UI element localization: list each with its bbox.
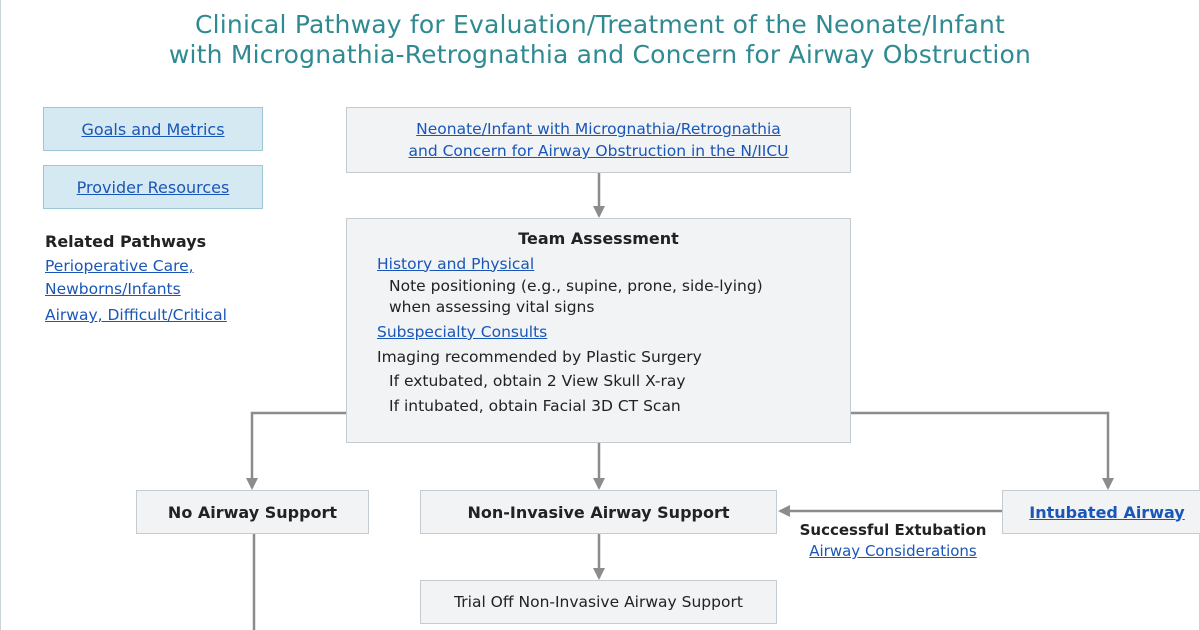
team-assessment-title: Team Assessment <box>518 229 679 248</box>
successful-extubation-label: Successful Extubation <box>799 521 987 539</box>
related-pathways-heading: Related Pathways <box>45 232 207 251</box>
extubation-edge-label <box>778 520 1008 562</box>
title-line-2: with Micrognathia-Retrognathia and Concern for Airway Obstruction <box>168 40 1032 69</box>
related-pathways <box>45 230 227 327</box>
positioning-note-line2: when assessing vital signs <box>389 298 595 316</box>
positioning-note-line1: Note positioning (e.g., supine, prone, side-lying) <box>389 277 763 295</box>
arrow-assessment-to-no-support <box>252 413 346 488</box>
airway-considerations-link[interactable]: Airway Considerations <box>809 542 977 560</box>
history-physical-link[interactable]: History and Physical <box>377 254 535 273</box>
related-link-perioperative[interactable] <box>45 255 227 301</box>
non-invasive-support-node <box>420 490 777 534</box>
intubated-airway-node[interactable] <box>1002 490 1200 534</box>
no-airway-support-label: No Airway Support <box>167 502 338 522</box>
related-link-perioperative-line1[interactable]: Perioperative Care, <box>45 257 194 275</box>
start-node-line1[interactable]: Neonate/Infant with Micrognathia/Retrognathia <box>416 120 781 138</box>
arrow-assessment-to-intubated <box>851 413 1108 488</box>
trial-off-label: Trial Off Non-Invasive Airway Support <box>454 593 743 611</box>
team-assessment-node <box>346 218 851 443</box>
trial-off-node <box>420 580 777 624</box>
imaging-intubated: If intubated, obtain Facial 3D CT Scan <box>389 396 681 415</box>
no-airway-support-node <box>136 490 369 534</box>
title-line-1: Clinical Pathway for Evaluation/Treatment of the Neonate/Infant <box>194 10 1006 39</box>
related-link-perioperative-line2[interactable]: Newborns/Infants <box>45 280 181 298</box>
imaging-extubated: If extubated, obtain 2 View Skull X-ray <box>389 372 686 390</box>
provider-resources-button[interactable] <box>43 165 263 209</box>
related-link-airway[interactable]: Airway, Difficult/Critical <box>45 306 227 324</box>
start-node-line2[interactable]: and Concern for Airway Obstruction in the N/IICU <box>408 142 789 160</box>
provider-resources-link[interactable]: Provider Resources <box>76 177 230 197</box>
intubated-airway-link[interactable]: Intubated Airway <box>1029 502 1185 522</box>
imaging-heading: Imaging recommended by Plastic Surgery <box>377 347 702 366</box>
non-invasive-support-label: Non-Invasive Airway Support <box>467 502 730 522</box>
subspecialty-consults-link[interactable]: Subspecialty Consults <box>377 323 548 341</box>
goals-metrics-link[interactable]: Goals and Metrics <box>81 119 225 139</box>
start-node[interactable] <box>346 107 851 173</box>
goals-metrics-button[interactable] <box>43 107 263 151</box>
